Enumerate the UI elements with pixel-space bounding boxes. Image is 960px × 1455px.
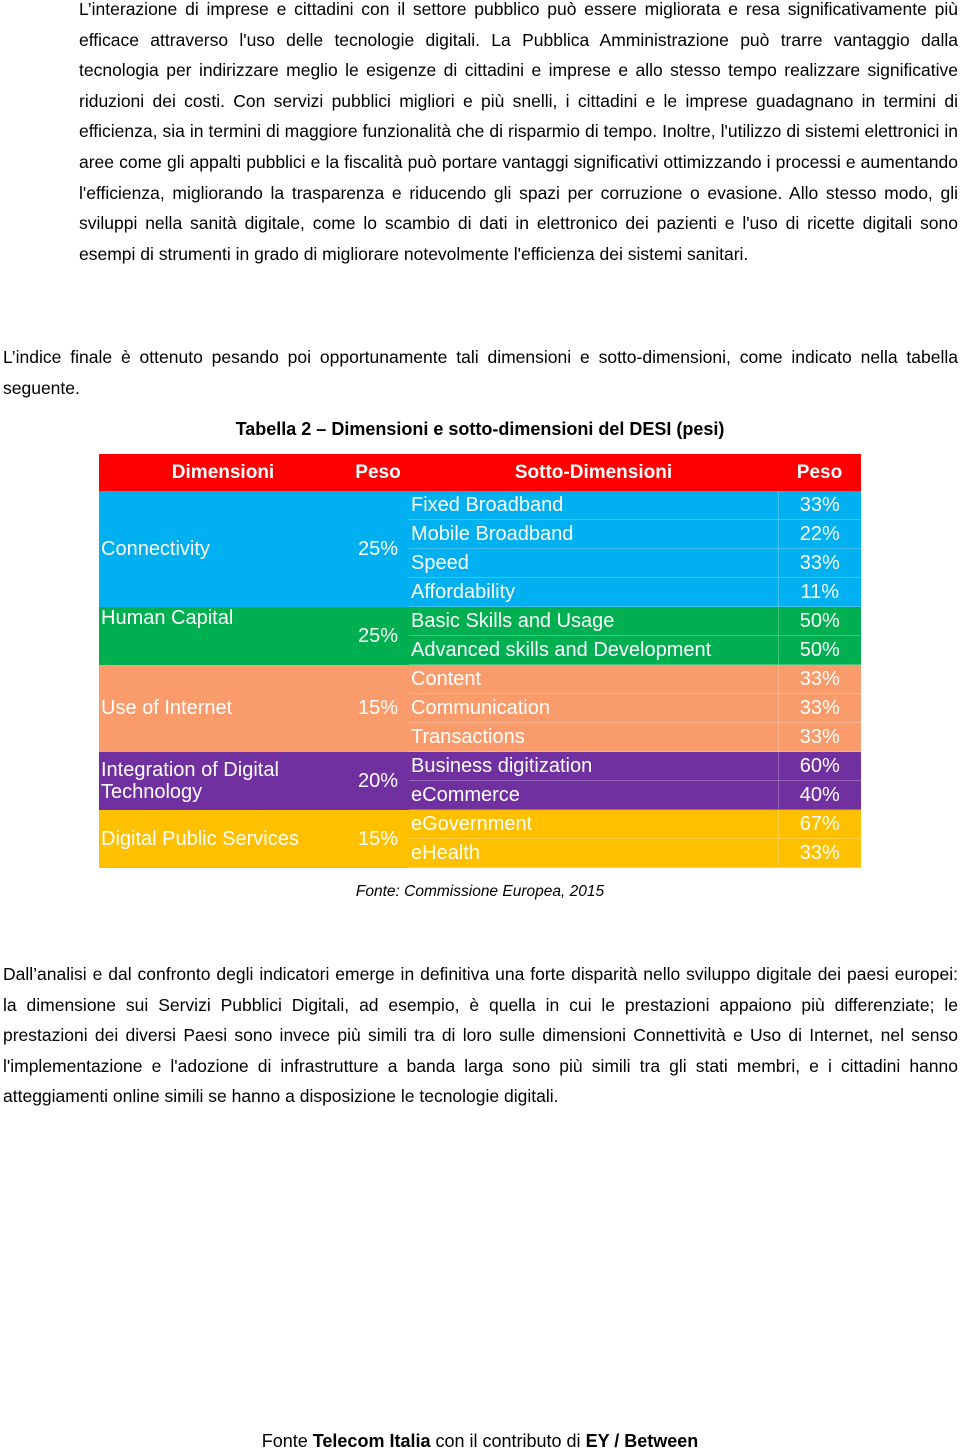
- subdimension-weight: 22%: [778, 520, 861, 549]
- dimension-connectivity: Connectivity: [101, 537, 210, 560]
- dimension-human-capital: Human Capital: [101, 606, 234, 629]
- table-row: [99, 810, 861, 839]
- table-row: [99, 665, 861, 694]
- subdimension-weight: 40%: [778, 781, 861, 810]
- table-row: [99, 607, 861, 636]
- header-subdimensions: Sotto-Dimensioni: [409, 454, 778, 491]
- subdimension-weight: 50%: [778, 636, 861, 665]
- subdimension-name: Advanced skills and Development: [409, 636, 778, 665]
- footer-company: Telecom Italia: [312, 1431, 431, 1451]
- subdimension-name: Speed: [409, 549, 778, 578]
- subdimension-name: Content: [409, 665, 778, 694]
- subdimension-weight: 33%: [778, 491, 861, 520]
- header-subweight: Peso: [778, 454, 861, 491]
- subdimension-name: eGovernment: [409, 810, 778, 839]
- subdimension-name: Fixed Broadband: [409, 491, 778, 520]
- subdimension-weight: 33%: [778, 839, 861, 868]
- subdimension-weight: 67%: [778, 810, 861, 839]
- footer-partner: EY / Between: [585, 1431, 699, 1451]
- table-row: [99, 491, 861, 520]
- table-source: Fonte: Commissione Europea, 2015: [355, 883, 605, 900]
- weight-connectivity: 25%: [357, 537, 399, 560]
- weight-integration-digital-technology: 20%: [357, 769, 399, 792]
- table-caption: Tabella 2 – Dimensioni e sotto-dimensioni del DESI (pesi): [235, 419, 725, 439]
- dimension-integration-digital-technology: Integration of Digital Technology: [101, 758, 279, 803]
- intro-paragraph: L’interazione di imprese e cittadini con il settore pubblico può essere migliorata e resa significativamente più efficace attraverso l'uso delle tecnologie digitali. La Pubblica Amministrazione può trarre vantaggio dalla tecnologia per indirizzare meglio le esigenze di cittadini e imprese e allo stesso tempo realizzare significative riduzioni dei costi. Con servizi pubblici migliori e più snelli, i cittadini e le imprese guadagnano in termini di efficienza, sia in termini di maggiore funzionalità che di risparmio di tempo. Inoltre, l'utilizzo di sistemi elettronici in aree come gli appalti pubblici e la fiscalità può portare vantaggi significativi ottimizzando i processi e aumentando l'efficienza, migliorando la trasparenza e riducendo gli spazi per corruzione o evasione. Allo stesso modo, gli sviluppi nella sanità digitale, come lo scambio di dati in elettronico dei pazienti e l'uso di ricette digitali sono esempi di strumenti in grado di migliorare notevolmente l'efficienza dei sistemi sanitari.: [79, 0, 958, 264]
- dimension-digital-public-services: Digital Public Services: [101, 827, 299, 850]
- table-row: [99, 752, 861, 781]
- subdimension-weight: 33%: [778, 694, 861, 723]
- dimension-use-of-internet: Use of Internet: [101, 697, 233, 719]
- conclusion-paragraph: Dall’analisi e dal confronto degli indicatori emerge in definitiva una forte disparità nello sviluppo digitale dei paesi europei: la dimensione sui Servizi Pubblici Digitali, ad esempio, è quella in cui le prestazioni appaiono più differenziate; le prestazioni dei diversi Paesi sono invece più simili tra di loro sulle dimensioni Connettività e Uso di Internet, nel senso l'implementazione e l'adozione di infrastrutture a banda larga sono più simili tra gli stati membri, e i cittadini hanno atteggiamenti online simili se hanno a disposizione le tecnologie digitali.: [3, 964, 958, 1107]
- desi-weights-table: [99, 454, 861, 868]
- subdimension-name: Communication: [409, 694, 778, 723]
- subdimension-name: Transactions: [409, 723, 778, 752]
- subdimension-weight: 11%: [778, 578, 861, 607]
- footer-prefix: Fonte: [261, 1431, 313, 1451]
- header-dimensions: Dimensioni: [99, 454, 347, 491]
- weight-human-capital: 25%: [357, 624, 399, 647]
- table-header-row: [99, 454, 861, 491]
- subdimension-name: eHealth: [409, 839, 778, 868]
- table-intro-paragraph: L’indice finale è ottenuto pesando poi opportunamente tali dimensioni e sotto-dimensioni, come indicato nella tabella seguente.: [3, 347, 958, 398]
- weight-use-of-internet: 15%: [357, 697, 399, 719]
- page-footer: [0, 1428, 960, 1454]
- subdimension-weight: 33%: [778, 549, 861, 578]
- weight-digital-public-services: 15%: [357, 827, 399, 850]
- subdimension-weight: 33%: [778, 665, 861, 694]
- header-weight: Peso: [347, 454, 409, 491]
- subdimension-name: eCommerce: [409, 781, 778, 810]
- subdimension-weight: 50%: [778, 607, 861, 636]
- footer-middle: con il contributo di: [430, 1431, 586, 1451]
- subdimension-weight: 33%: [778, 723, 861, 752]
- subdimension-weight: 60%: [778, 752, 861, 781]
- subdimension-name: Mobile Broadband: [409, 520, 778, 549]
- subdimension-name: Basic Skills and Usage: [409, 607, 778, 636]
- subdimension-name: Business digitization: [409, 752, 778, 781]
- subdimension-name: Affordability: [409, 578, 778, 607]
